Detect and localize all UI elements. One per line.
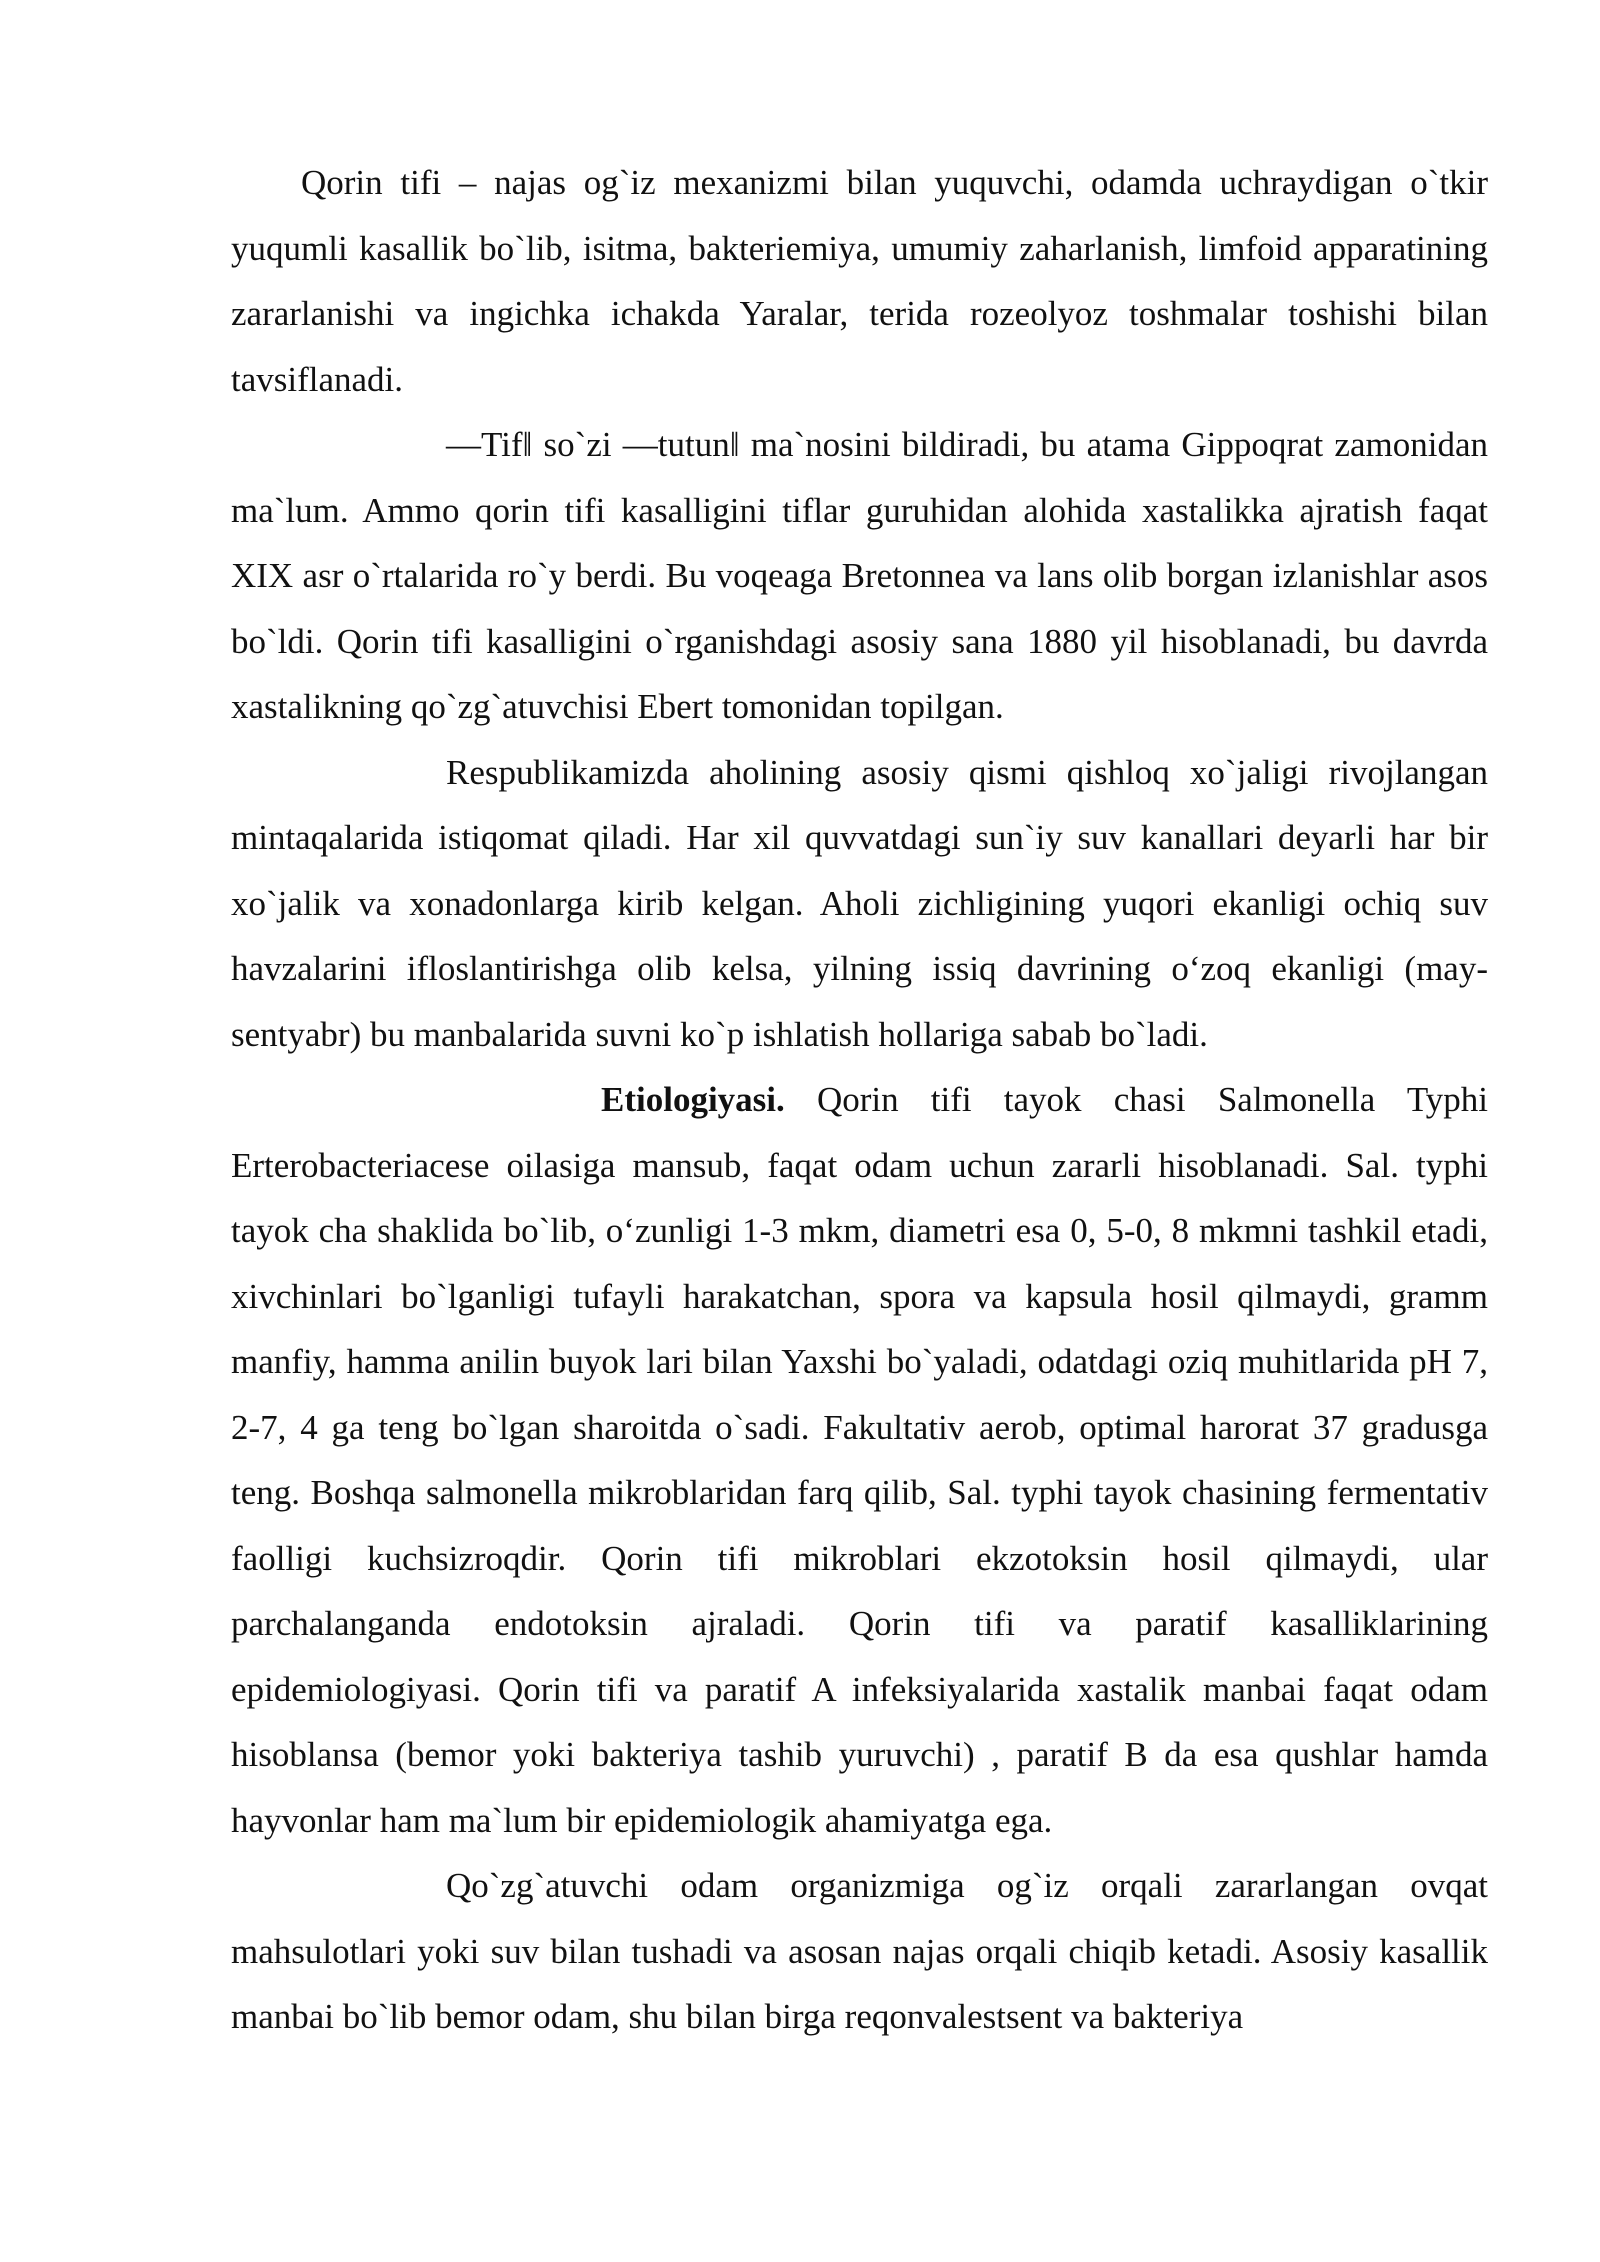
paragraph-history [231,412,1488,740]
paragraph-text: Respublikamizda aholining asosiy qismi qishloq xo`jaligi rivojlangan mintaqalarida istiqomat qiladi. Har xil quvvatdagi sun`iy suv kanallari deyarli har bir xo`jalik va xonadonlarga kirib kelgan. Aholi zichligining yuqori ekanligi ochiq suv havzalarini ifloslantirishga olib kelsa, yilning issiq davrining o‘zoq ekanligi (may-sentyabr) bu manbalarida suvni ko`p ishlatish hollariga sabab bo`ladi. [231,752,1488,1054]
paragraph-introduction [231,150,1488,412]
paragraph-text: ―Tif‖ so`zi ―tutun‖ ma`nosini bildiradi, bu atama Gippoqrat zamonidan ma`lum. Ammo qorin tifi kasalligini tiflar guruhidan alohida xastalikka ajratish faqat XIX asr o`rtalarida ro`y berdi. Bu voqeaga Bretonnea va lans olib borgan izlanishlar asos bo`ldi. Qorin tifi kasalligini o`rganishdagi asosiy sana 1880 yil hisoblanadi, bu davrda xastalikning qo`zg`atuvchisi Ebert tomonidan topilgan. [231,425,1488,726]
section-heading-etiology: Etiologiyasi. [601,1080,785,1119]
paragraph-etiology [231,1067,1488,1853]
document-text-body [231,150,1488,2050]
paragraph-text: Qorin tifi tayok chasi Salmonella Typhi Erterobacteriacese oilasiga mansub, faqat odam uchun zararli hisoblanadi. Sal. typhi tayok cha shaklida bo`lib, o‘zunligi 1-3 mkm, diametri esa 0, 5-0, 8 mkmni tashkil etadi, xivchinlari bo`lganligi tufayli harakatchan, spora va kapsula hosil qilmaydi, gramm manfiy, hamma anilin buyok lari bilan Yaxshi bo`yaladi, odatdagi oziq muhitlarida pH 7, 2-7, 4 ga teng bo`lgan sharoitda o`sadi. Fakultativ aerob, optimal harorat 37 gradusga teng. Boshqa salmonella mikroblaridan farq qilib, Sal. typhi tayok chasining fermentativ faolligi kuchsizroqdir. Qorin tifi mikroblari ekzotoksin hosil qilmaydi, ular parchalanganda endotoksin ajraladi. Qorin tifi va paratif kasalliklarining epidemiologiyasi. Qorin tifi va paratif A infeksiyalarida xastalik manbai faqat odam hisoblansa (bemor yoki bakteriya tashib yuruvchi) , paratif B da esa qushlar hamda hayvonlar ham ma`lum bir epidemiologik ahamiyatga ega. [231,1080,1488,1840]
paragraph-transmission [231,1853,1488,2050]
paragraph-text: Qo`zg`atuvchi odam organizmiga og`iz orqali zararlangan ovqat mahsulotlari yoki suv bilan tushadi va asosan najas orqali chiqib ketadi. Asosiy kasallik manbai bo`lib bemor odam, shu bilan birga reqonvalestsent va bakteriya [231,1866,1488,2036]
paragraph-text: Qorin tifi – najas og`iz mexanizmi bilan yuquvchi, odamda uchraydigan o`tkir yuqumli kasallik bo`lib, isitma, bakteriemiya, umumiy zaharlanish, limfoid apparatining zararlanishi va ingichka ichakda Yaralar, terida rozeolyoz toshmalar toshishi bilan tavsiflanadi. [231,163,1488,399]
paragraph-republic [231,740,1488,1068]
